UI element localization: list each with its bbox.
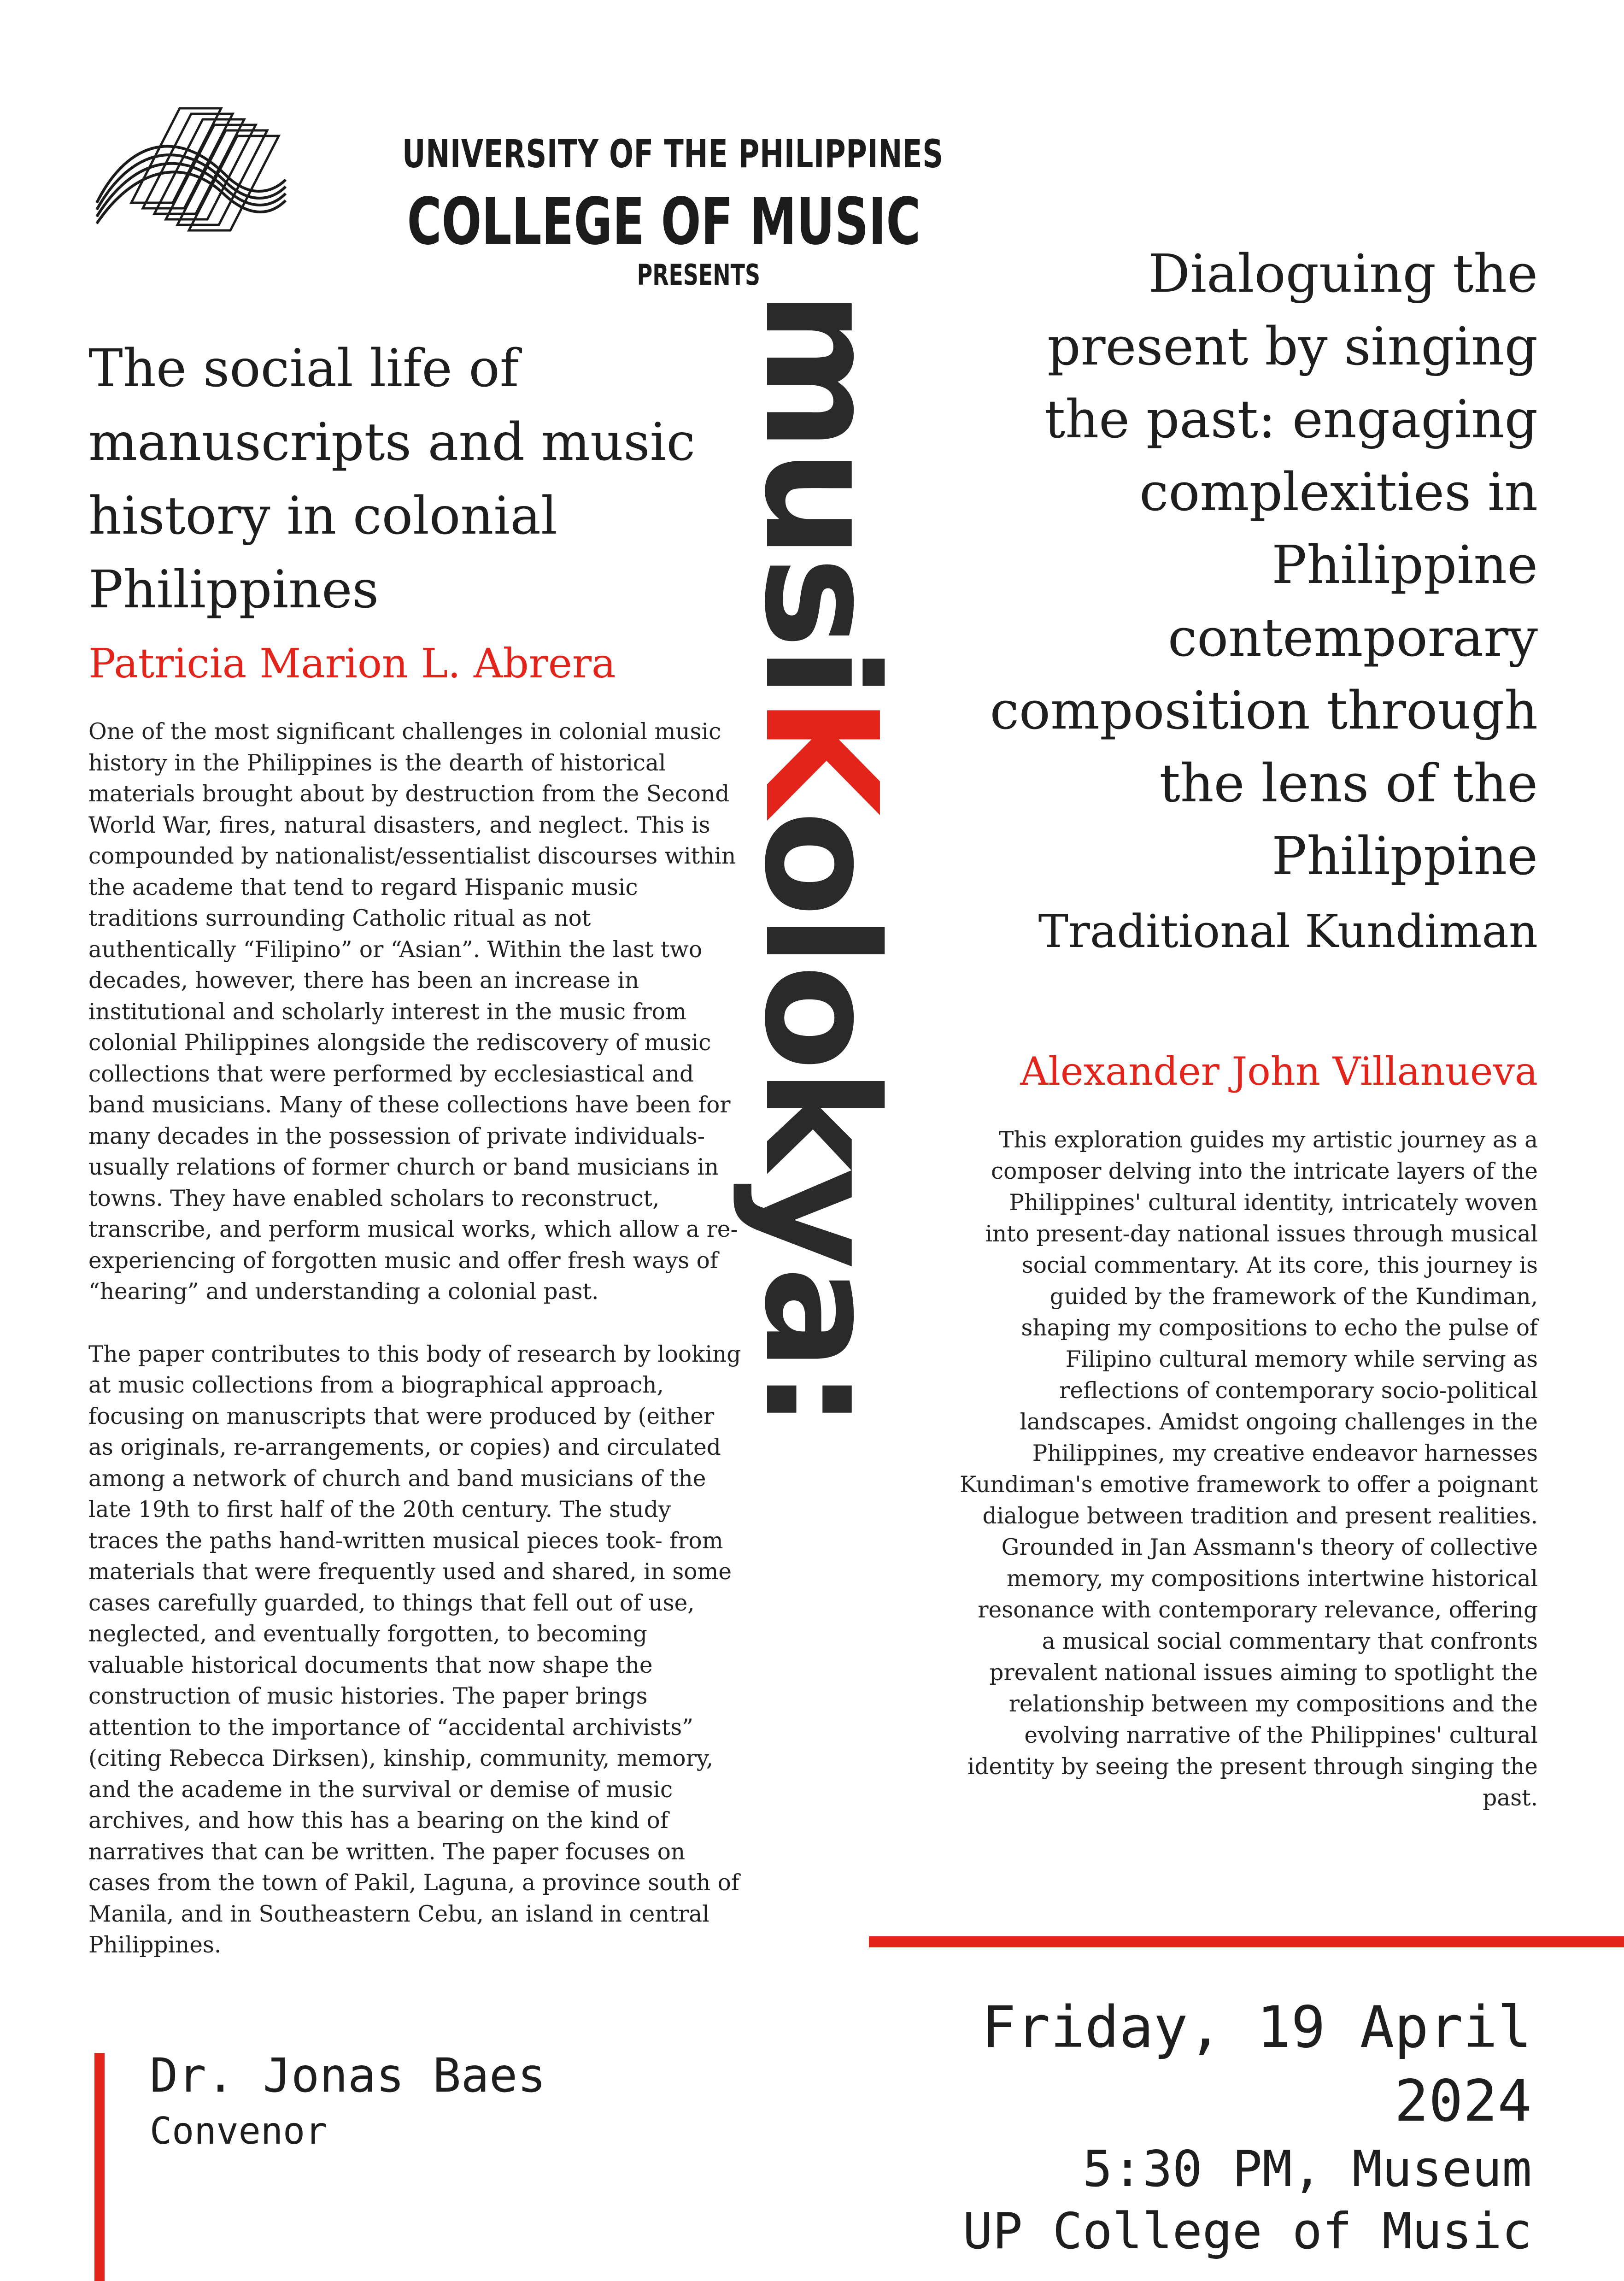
talk2-speaker: Alexander John Villanueva (1020, 1049, 1538, 1094)
talk2-abstract: This exploration guides my artistic journey as a composer delving into the intricate layers of the Philippines' cultural identity, intricately woven into present-day national issues through musical social commentary. At its core, this journey is guided by the framework of the Kundiman, shaping my compositions to echo the pulse of Filipino cultural memory while serving as reflections of contemporary socio-political landscapes. Amidst ongoing challenges in the Philippines, my creative endeavor harnesses Kundiman's emotive framework to offer a poignant dialogue between tradition and present realities. Grounded in Jan Assmann's theory of collective memory, my compositions intertwine historical resonance with contemporary relevance, offering a musical social commentary that confronts prevalent national issues aiming to spotlight the relationship between my compositions and the evolving narrative of the Philippines' cultural identity by seeing the present through singing the past. (960, 1127, 1538, 1811)
red-divider-rule (869, 1936, 1624, 1947)
talk2-title (967, 237, 1538, 968)
talk1-title: The social life of manuscripts and music history in colonial Philippines (88, 339, 696, 620)
talk1-abstract (88, 717, 743, 1993)
series-title-part-2: olokya: (730, 810, 910, 1428)
college-name: COLLEGE OF MUSIC (407, 184, 921, 259)
series-title-part-1: musi (730, 290, 910, 696)
convenor-name: Dr. Jonas Baes (150, 2048, 546, 2103)
presents-label: PRESENTS (637, 258, 760, 292)
talk1-paragraph-1: One of the most significant challenges in colonial music history in the Philippines is the dearth of historical materials brought about by destruction from the Second World War, fires, natural disasters, and neglect. This is compounded by nationalist/essentialist discourses within the academe that tend to regard Hispanic music traditions surrounding Catholic ritual as not authentically “Filipino” or “Asian”. Within the last two decades, however, there has been an increase in institutional and scholarly interest in the music from colonial Philippines alongside the rediscovery of music collections that were performed by ecclesiastical and band musicians. Many of these collections have been for many decades in the possession of private individuals- usually relations of former church or band musicians in towns. They have enabled scholars to reconstruct, transcribe, and perform musical works, which allow a re-experiencing of forgotten music and offer fresh ways of “hearing” and understanding a colonial past. (88, 719, 738, 1305)
talk1-speaker: Patricia Marion L. Abrera (88, 640, 616, 687)
up-college-of-music-logo-icon (88, 88, 290, 240)
talk1-paragraph-2: The paper contributes to this body of research by looking at music collections from a biographical approach, focusing on manuscripts that were produced by (either as originals, re-arrangements, or copies) and circulated among a network of church and band musicians of the late 19th to first half of the 20th century. The study traces the paths hand-written musical pieces took- from materials that were frequently used and shared, in some cases carefully guarded, to things that fell out of use, neglected, and eventually forgotten, to becoming valuable historical documents that now shape the construction of music histories. The paper brings attention to the importance of “accidental archivists” (citing Rebecca Dirksen), kinship, community, memory, and the academe in the survival or demise of music archives, and how this has a bearing on the kind of narratives that can be written. The paper focuses on cases from the town of Pakil, Laguna, a province south of Manila, and in Southeastern Cebu, an island in central Philippines. (88, 1341, 741, 1958)
series-title-highlight: K (730, 696, 910, 811)
convenor-role: Convenor (150, 2110, 328, 2152)
event-location: UP College of Music (962, 2203, 1532, 2260)
event-time-venue: 5:30 PM, Museum (1082, 2140, 1532, 2198)
event-date: Friday, 19 April 2024 (981, 1994, 1532, 2134)
event-details (852, 1991, 1532, 2263)
talk2-title-main: Dialoguing the present by singing the past: engaging complexities in Philippine contemporary composition through the lens of the Philippine (990, 243, 1538, 887)
talk2-title-last: Traditional Kundiman (1038, 905, 1538, 958)
university-name: UNIVERSITY OF THE PHILIPPINES (402, 131, 944, 176)
red-accent-bar (94, 2053, 105, 2281)
